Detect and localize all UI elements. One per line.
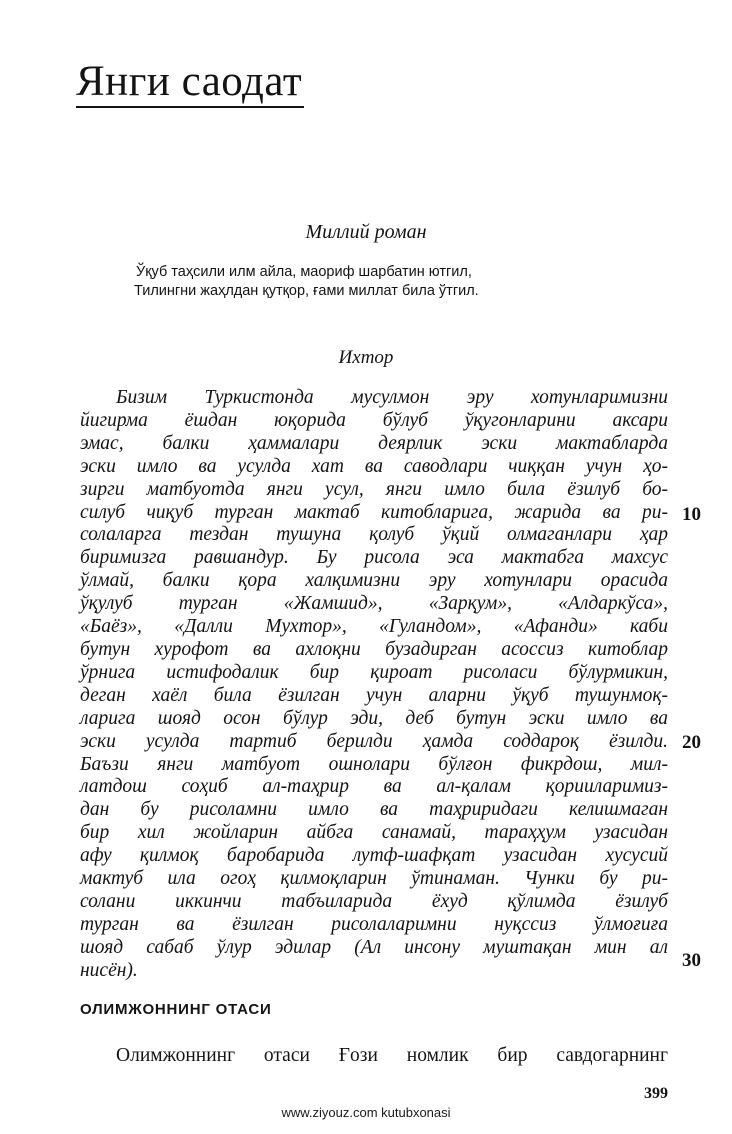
preface-line: Бизим Туркистонда мусулмон эру хотунларимизни	[116, 387, 668, 408]
preface-text	[80, 387, 668, 983]
preface-line: солаларга тездан тушуна қолуб ўқий олмаганлари ҳар	[80, 524, 668, 546]
preface-line: деган хаёл била ёзилган учун аларни ўқуб тушунмоқ-	[80, 684, 668, 706]
line-number-marker: 30	[682, 950, 701, 971]
preface-line: латдош соҳиб ал-таҳрир ва ал-қалам қорииларимиз-	[80, 776, 668, 798]
preface-line: эски имло ва усулда хат ва саводлари чиққан учун ҳо-	[80, 455, 668, 477]
preface-line: эмас, балки ҳаммалари деярлик эски мактабларда	[80, 432, 668, 454]
preface-line: ўрнига истифодалик бир қироат рисоласи бўлурмикин,	[80, 661, 668, 683]
preface-line: дан бу рисоламни имло ва таҳриридаги келишмаган	[80, 799, 668, 821]
page-title: Янги саодат	[76, 58, 303, 105]
epigraph-line: Ўқуб таҳсили илм айла, маориф шарбатин ютгил,	[136, 264, 472, 280]
preface-line: бутун хурофот ва ахлоқни бузадирган асоссиз китоблар	[80, 638, 668, 660]
preface-line: силуб чиқуб турган мактаб китобларига, жарида ва ри-	[80, 501, 668, 523]
preface-line: шояд сабаб ўлур эдилар (Ал инсону муштақан мин ал	[80, 936, 668, 958]
preface-line: турган ва ёзилган рисолаларимни нуқссиз ўлмоғиға	[80, 913, 668, 935]
preface-line: эски усулда тартиб берилди ҳамда соддароқ ёзилди.	[80, 730, 668, 752]
preface-line: ўқулуб турган «Жамшид», «Зарқум», «Алдаркўса»,	[80, 593, 668, 615]
preface-line: мактуб ила огоҳ қилмоқларин ўтинаман. Чунки бу ри-	[80, 868, 668, 890]
preface-line: «Баёз», «Далли Мухтор», «Гуландом», «Афанди» каби	[80, 616, 668, 638]
title-underline	[76, 106, 304, 108]
body-text	[80, 1044, 668, 1068]
preface-line: нисён).	[80, 959, 138, 981]
epigraph-line: Тилингни жаҳлдан қутқор, ғами миллат била ўтгил.	[134, 283, 479, 299]
footer-watermark-link[interactable]: www.ziyouz.com kutubxonasi	[281, 1105, 451, 1120]
preface-line: йигирма ёшдан юқорида бўлуб ўқугонларини аксари	[80, 409, 668, 431]
subtitle: Миллий роман	[305, 221, 427, 243]
section-heading: Ихтор	[338, 347, 394, 368]
line-number-marker: 10	[682, 504, 701, 525]
line-number-marker: 20	[682, 732, 701, 753]
preface-line: солани иккинчи табъиларида ёхуд қўлимда ёзилуб	[80, 890, 668, 912]
epigraph	[136, 263, 596, 301]
preface-line: Баъзи янги матбуот ошнолари бўлғон фикрдош, мил-	[80, 753, 668, 775]
preface-line: афу қилмоқ баробарида лутф-шафқат узасидан хусусий	[80, 845, 668, 867]
preface-line: ларига шояд осон бўлур эди, деб бутун эски имло ва	[80, 707, 668, 729]
preface-line: зирги матбуотда янги усул, янги имло била ёзилуб бо-	[80, 478, 668, 500]
preface-line: ўлмай, балки қора халқимизни эру хотунлари орасида	[80, 570, 668, 592]
page-number: 399	[644, 1085, 668, 1102]
chapter-heading: ОЛИМЖОННИНГ ОТАСИ	[80, 1001, 272, 1018]
body-line: Олимжоннинг отаси Ғози номлик бир савдогарнинг	[116, 1045, 668, 1066]
preface-line: бир хил жойларин айбга санамай, тараҳҳум узасидан	[80, 822, 668, 844]
preface-line: биримизга равшандур. Бу рисола эса мактабга махсус	[80, 547, 668, 569]
